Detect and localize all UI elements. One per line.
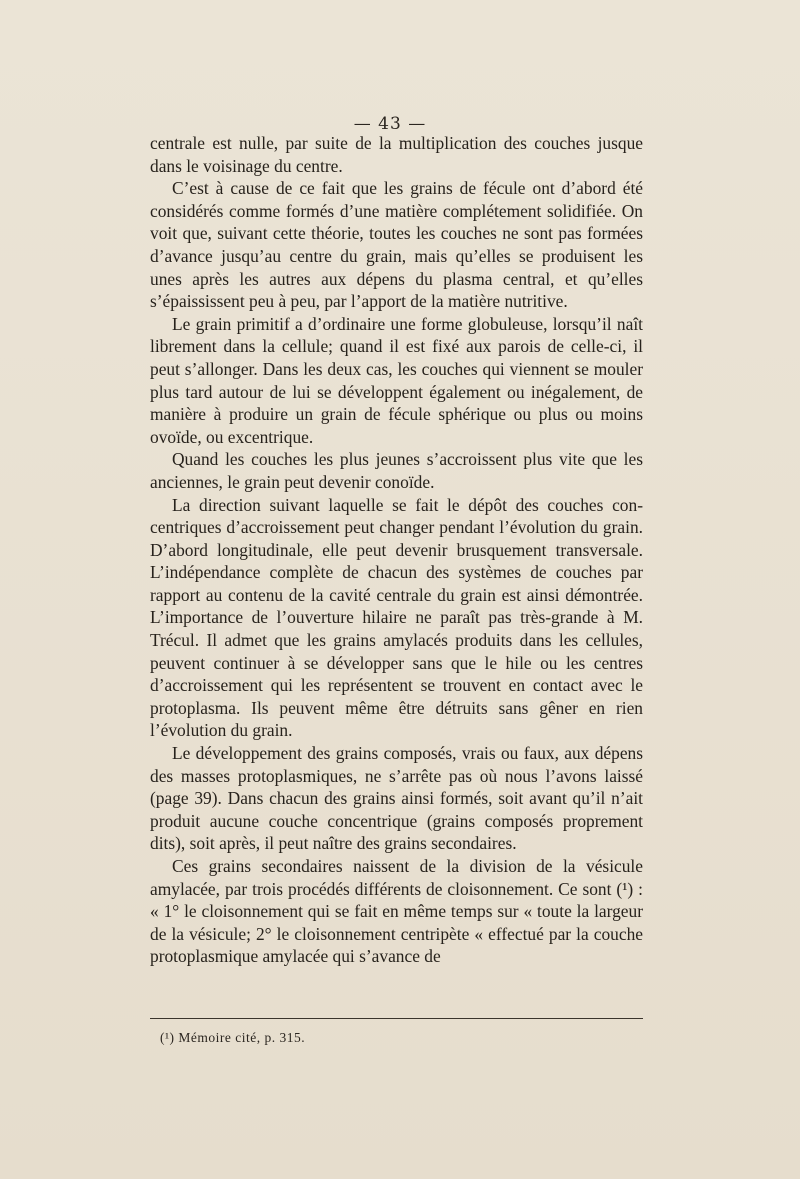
paragraph: Le grain primitif a d’ordinaire une forme globuleuse, lorsqu’il naît librement dans la cellule; quand il est fixé aux parois de celle-ci, il peut s’allonger. Dans les deux cas, les couches qui viennent se mouler plus tard autour de lui se développent également ou inégalement, de manière à produire un grain de fécule sphérique ou plus ou moins ovoïde, ou excentrique. xyxy=(150,313,643,447)
paragraph: Quand les couches les plus jeunes s’accroissent plus vite que les anciennes, le grain peut devenir conoïde. xyxy=(150,449,643,492)
footnote-separator xyxy=(150,1018,643,1019)
footnote: (¹) Mémoire cité, p. 315. xyxy=(160,1030,306,1045)
paragraph: centrale est nulle, par suite de la multiplication des couches jusque dans le voisinage du centre. xyxy=(150,133,643,176)
paragraph: Ces grains secondaires naissent de la division de la vésicule amylacée, par trois procédés différents de cloisonnement. Ce sont (¹) : « 1° le cloisonnement qui se fait en même temps sur « toute la largeur de la vésicule; 2° le cloisonnement centripète « effectué par la couche protoplasmique amylacée qui s’avance de xyxy=(150,856,643,967)
body-text xyxy=(150,132,643,968)
paragraph: La direction suivant laquelle se fait le dépôt des couches concentriques d’accroissement peut changer pendant l’évolution du grain. D’abord longitudinale, elle peut devenir brusquement transversale. L’indépendance complète de chacun des systèmes de couches par rapport au contenu de la cavité centrale du grain est ainsi démontrée. L’importance de l’ouverture hilaire ne paraît pas très-grande à M. Trécul. Il admet que les grains amylacés produits dans les cellules, peuvent continuer à se développer sans que le hile ou les centres d’accroissement qui les représentent se trouvent en contact avec le protoplasma. Ils peuvent même être détruits sans gêner en rien l’évolution du grain. xyxy=(150,494,643,741)
paragraph: Le développement des grains composés, vrais ou faux, aux dépens des masses protoplasmiques, ne s’arrête pas où nous l’avons laissé (page 39). Dans chacun des grains ainsi formés, soit avant qu’il n’ait produit aucune couche concentrique (grains composés proprement dits), soit après, il peut naître des grains secondaires. xyxy=(150,743,643,854)
page-number: — 43 — xyxy=(353,114,427,134)
paragraph: C’est à cause de ce fait que les grains de fécule ont d’abord été considérés comme formés d’une matière complétement solidifiée. On voit que, suivant cette théorie, toutes les couches ne sont pas formées d’avance jusqu’au centre du grain, mais qu’elles se produisent les unes après les autres aux dépens du plasma central, et qu’elles s’épaississent peu à peu, par l’apport de la matière nutritive. xyxy=(150,178,643,312)
